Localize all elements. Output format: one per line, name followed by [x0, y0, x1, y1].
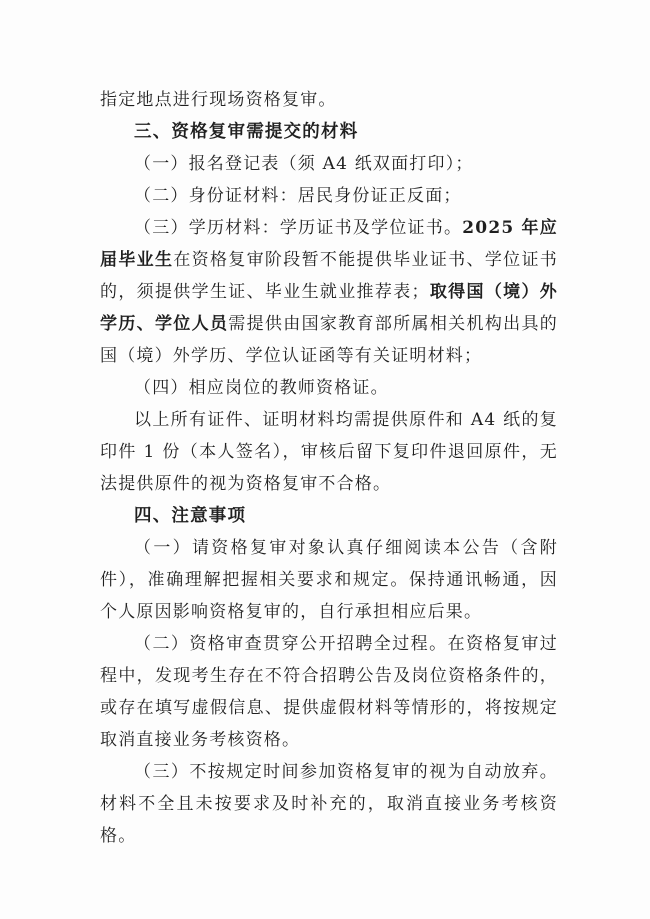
section-4-item-2: （二）资格审查贯穿公开招聘全过程。在资格复审过程中，发现考生存在不符合招聘公告及岗位资格条件的，或存在填写虚假信息、提供虚假材料等情形的，将按规定取消直接业务考核资格。	[100, 634, 558, 750]
item-3-emphasis-foreign: 取得国（境）外学历、学位人员	[100, 282, 558, 334]
continuation-paragraph: 指定地点进行现场资格复审。	[100, 90, 337, 110]
item-3-middle: 在资格复审阶段暂不能提供毕业证书、学位证书的，须提供学生证、毕业生就业推荐表；	[100, 250, 558, 302]
section-3-item-4: （四）相应岗位的教师资格证。	[134, 378, 389, 398]
section-4-item-1: （一）请资格复审对象认真仔细阅读本公告（含附件），准确理解把握相关要求和规定。保持通讯畅通，因个人原因影响资格复审的，自行承担相应后果。	[100, 538, 558, 622]
section-4-item-3: （三）不按规定时间参加资格复审的视为自动放弃。材料不全且未按要求及时补充的，取消直接业务考核资格。	[100, 762, 558, 846]
section-3-item-1: （一）报名登记表（须 A4 纸双面打印）；	[134, 154, 474, 174]
item-3-emphasis-graduates: 2025 年应届毕业生	[100, 218, 558, 270]
item-3-suffix: 需提供由国家教育部所属相关机构出具的国（境）外学历、学位认证函等有关证明材料；	[100, 314, 558, 366]
section-4-heading: 四、注意事项	[134, 506, 247, 526]
section-3-item-3	[100, 212, 558, 372]
item-3-prefix: （三）学历材料：学历证书及学位证书。	[134, 218, 463, 238]
section-3-note: 以上所有证件、证明材料均需提供原件和 A4 纸的复印件 1 份（本人签名），审核后留下复印件退回原件，无法提供原件的视为资格复审不合格。	[100, 410, 558, 494]
section-3-item-2: （二）身份证材料：居民身份证正反面；	[134, 186, 462, 206]
section-3-heading: 三、资格复审需提交的材料	[134, 122, 359, 142]
document-body	[100, 84, 558, 852]
